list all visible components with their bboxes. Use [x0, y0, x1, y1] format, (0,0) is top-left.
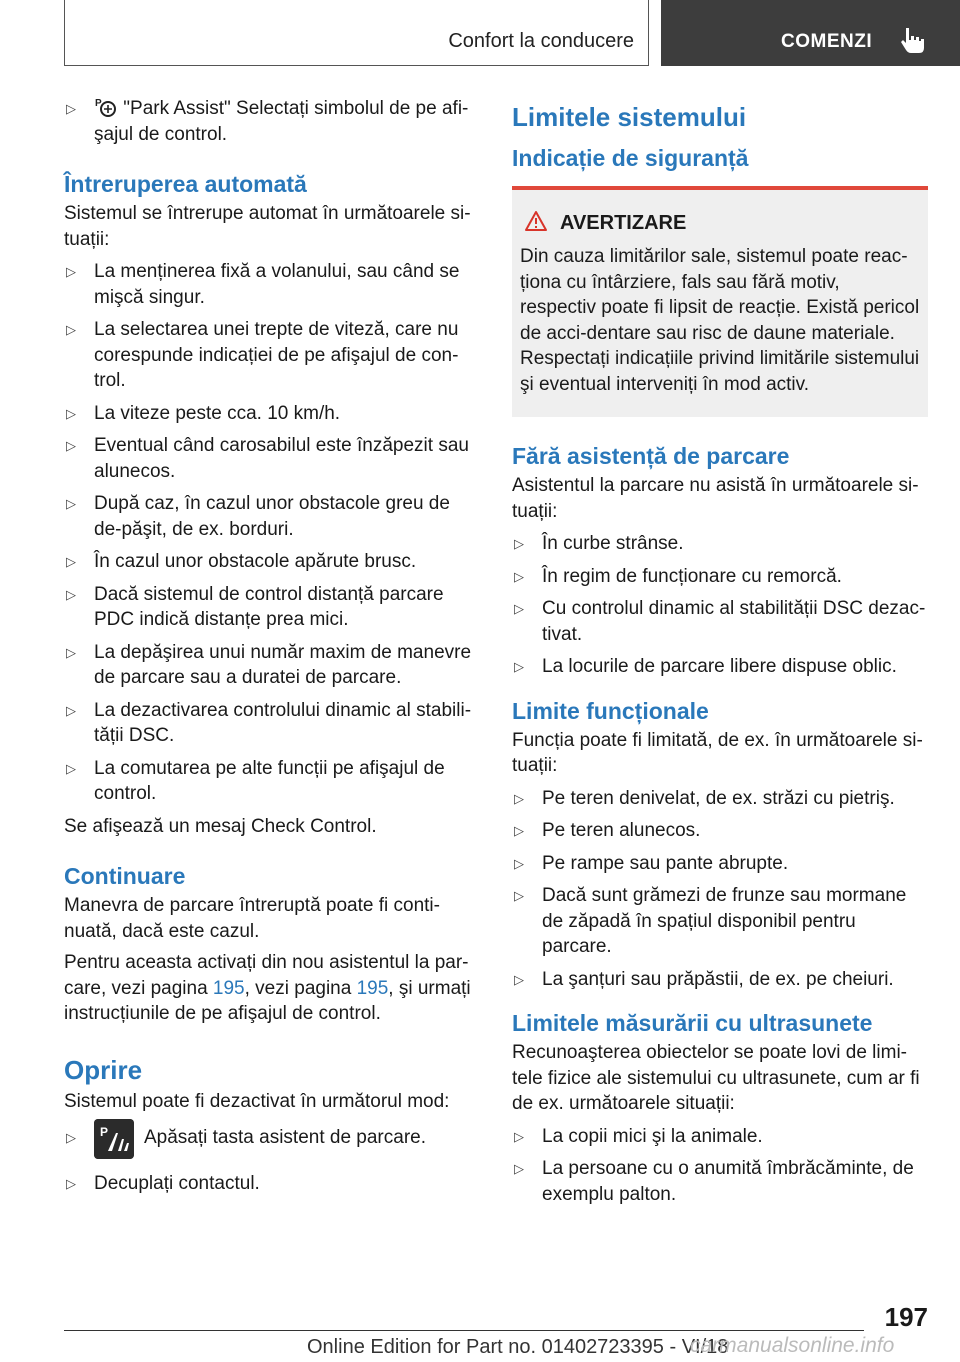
- ultrasound-list: [512, 1124, 928, 1208]
- right-column: [512, 100, 928, 1214]
- list-item: [64, 698, 482, 749]
- list-item-text: La viteze peste cca. 10 km/h.: [94, 402, 341, 424]
- bullet-icon: ▷: [514, 536, 524, 551]
- page-link[interactable]: 195: [356, 977, 389, 999]
- bullet-icon: ▷: [514, 568, 524, 584]
- list-item-text: Eventual când carosabilul este înzăpezit sau alunecos.: [94, 435, 469, 482]
- bullet-icon: ▷: [66, 1130, 76, 1145]
- ultrasound-intro: Recunoaşterea obiectelor se poate lovi de limi-tele fizice ale sistemului cu ultrasunete, cum ar fi de ex. următoarele situații:: [512, 1042, 920, 1114]
- header-section-box: [64, 0, 649, 66]
- bullet-icon: ▷: [514, 823, 524, 838]
- continue-paragraph-1: Manevra de parcare întreruptă poate fi conti-nuată, dacă este cazul.: [64, 895, 440, 942]
- no-assist-list: [512, 531, 928, 680]
- list-item: [64, 756, 482, 807]
- bullet-icon: ▷: [514, 659, 524, 674]
- bullet-icon: ▷: [66, 438, 76, 453]
- list-item: [512, 786, 928, 812]
- functional-list: [512, 786, 928, 993]
- bullet-icon: ▷: [66, 101, 76, 116]
- warning-triangle-icon: [524, 210, 548, 232]
- bullet-icon: ▷: [66, 264, 76, 279]
- subsection-title-ultrasound: Limitele măsurării cu ultrasunete: [512, 1010, 873, 1036]
- page-link[interactable]: 195: [212, 977, 245, 999]
- subsection-title-functional: Limite funcționale: [512, 697, 709, 724]
- list-item-text: La menținerea fixă a volanului, sau când se mişcă singur.: [94, 261, 460, 308]
- subsection-title-no-assist: Fără asistență de parcare: [512, 443, 790, 469]
- list-item: [64, 433, 482, 484]
- list-item-text: Dacă sistemul de control distanță parcare PDC indică distanțe prea mici.: [94, 583, 444, 630]
- park-assist-icon: [94, 96, 118, 118]
- intro-bullet-text: "Park Assist" Selectați simbolul de pe afi-şajul de control.: [94, 98, 469, 145]
- list-item: [512, 1156, 928, 1207]
- list-item: [512, 564, 928, 590]
- bullet-icon: ▷: [66, 496, 76, 511]
- watermark: carmanualsonline.info: [690, 1334, 895, 1357]
- list-item-text: La depăşirea unui număr maxim de manevre de parcare sau a duratei de parcare.: [94, 641, 472, 688]
- header-section-title: Confort la conducere: [448, 30, 634, 52]
- bullet-icon: ▷: [514, 1128, 524, 1144]
- svg-text:P: P: [95, 98, 102, 109]
- section-title-continue: Continuare: [64, 863, 186, 889]
- continue-paragraph-2: [64, 950, 482, 1027]
- list-item: [64, 491, 482, 542]
- list-item: [64, 1171, 482, 1197]
- list-item-text: În regim de funcționare cu remorcă.: [542, 565, 842, 587]
- header-chapter-box: [661, 0, 960, 66]
- bullet-icon: ▷: [514, 971, 524, 987]
- hand-pointer-icon: [897, 24, 929, 56]
- list-item: [64, 401, 482, 427]
- warning-title-row: [560, 212, 920, 235]
- bullet-icon: ▷: [514, 855, 524, 871]
- bullet-icon: ▷: [66, 554, 76, 569]
- list-item: [512, 851, 928, 877]
- no-assist-intro: Asistentul la parcare nu asistă în următoarele si-tuații:: [512, 475, 919, 522]
- bullet-icon: ▷: [514, 601, 524, 616]
- svg-text:P: P: [100, 1125, 109, 1139]
- continue-text-c: , şi urmați instrucțiunile de pe afişajul de control.: [64, 977, 471, 1024]
- warning-text: Din cauza limitărilor sale, sistemul poate reac-ționa cu întârziere, fals sau fără motiv, respectiv poate fi lipsit de reacție. Există pericol de acci-dentare sau risc de daune materiale. Respectați indicațiile privind limitările sistemului şi eventual interveniți în mod activ.: [520, 246, 920, 395]
- stop-intro: Sistemul poate fi dezactivat în următorul mod:: [64, 1090, 450, 1112]
- bullet-icon: ▷: [514, 1161, 524, 1176]
- footer-edition: Online Edition for Part no. 01402723395 - VI/18: [307, 1336, 729, 1358]
- list-item-text: Cu controlul dinamic al stabilității DSC dezac-tivat.: [542, 598, 926, 645]
- list-item-text: În cazul unor obstacole apărute brusc.: [94, 551, 417, 572]
- list-item-text: Pe rampe sau pante abrupte.: [542, 852, 789, 874]
- list-item-text: Apăsați tasta asistent de parcare.: [144, 1127, 426, 1148]
- auto-after: Se afişează un mesaj Check Control.: [64, 815, 377, 837]
- page-number: 197: [884, 1302, 928, 1332]
- bullet-icon: ▷: [66, 1176, 76, 1191]
- list-item-text: La dezactivarea controlului dinamic al stabili-tății DSC.: [94, 699, 472, 746]
- section-title-stop: Oprire: [64, 1054, 143, 1085]
- list-item: [64, 549, 482, 575]
- parking-assist-button-icon: [94, 1119, 134, 1159]
- bullet-icon: ▷: [66, 322, 76, 337]
- section-title-limits: Limitele sistemului: [512, 102, 747, 132]
- warning-box: [512, 190, 928, 417]
- bullet-icon: ▷: [66, 586, 76, 602]
- footer-divider: [64, 1330, 864, 1331]
- bullet-icon: ▷: [514, 790, 524, 806]
- header-chapter-title: COMENZI: [781, 31, 873, 52]
- list-item-text: La comutarea pe alte funcții pe afişajul de control.: [94, 757, 445, 804]
- list-item: [64, 640, 482, 691]
- subsection-title-safety: Indicație de siguranță: [512, 145, 749, 171]
- list-item-text: Decuplați contactul.: [94, 1173, 260, 1194]
- list-item-text: La selectarea unei trepte de viteză, care nu corespunde indicației de pe afişajul de con-trol.: [94, 319, 459, 391]
- bullet-icon: ▷: [66, 702, 76, 718]
- bullet-icon: ▷: [66, 644, 76, 660]
- list-item: [512, 1124, 928, 1150]
- list-item: [512, 967, 928, 993]
- bullet-icon: ▷: [66, 760, 76, 776]
- list-item: [512, 531, 928, 557]
- list-item-text: În curbe strânse.: [542, 533, 684, 554]
- warning-title: AVERTIZARE: [560, 212, 687, 234]
- auto-list: [64, 259, 482, 807]
- continue-text-b: , vezi pagina: [244, 977, 357, 999]
- list-item: [64, 582, 482, 633]
- list-item: [64, 1125, 482, 1167]
- list-item-text: La persoane cu o anumită îmbrăcăminte, de exemplu palton.: [542, 1158, 914, 1205]
- list-item: [64, 317, 482, 394]
- bullet-icon: ▷: [66, 405, 76, 421]
- list-item-text: Pe teren denivelat, de ex. străzi cu pietriş.: [542, 787, 895, 809]
- list-item-text: După caz, în cazul unor obstacole greu de de-păşit, de ex. borduri.: [94, 493, 450, 540]
- list-item: [512, 883, 928, 960]
- section-title-auto: Întreruperea automată: [64, 171, 307, 197]
- list-item-text: La copii mici şi la animale.: [542, 1125, 763, 1147]
- bullet-icon: ▷: [514, 888, 524, 903]
- list-item: [512, 596, 928, 647]
- functional-intro: Funcția poate fi limitată, de ex. în următoarele si-tuații:: [512, 729, 923, 776]
- continue-text-a: Pentru aceasta activați din nou asistentul la par-care, vezi pagina: [64, 952, 469, 999]
- auto-intro: Sistemul se întrerupe automat în următoarele si-tuații:: [64, 203, 471, 250]
- left-column: [64, 96, 482, 1197]
- list-item-text: La şanțuri sau prăpăstii, de ex. pe cheiuri.: [542, 968, 894, 990]
- list-item: [64, 96, 482, 147]
- list-item: [64, 259, 482, 310]
- list-item-text: La locurile de parcare libere dispuse oblic.: [542, 656, 897, 677]
- list-item: [512, 654, 928, 680]
- list-item-text: Dacă sunt grămezi de frunze sau mormane de zăpadă în spațiul disponibil pentru parcare.: [542, 885, 907, 957]
- list-item-text: Pe teren alunecos.: [542, 820, 701, 841]
- list-item: [512, 818, 928, 844]
